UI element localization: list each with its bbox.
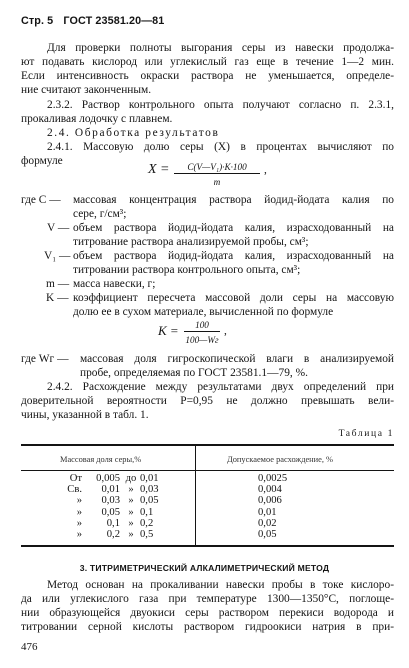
definition-text: массовая концентрация раствора йодид-йодата калия по: [73, 194, 394, 206]
tolerance-value: 0,004: [258, 484, 282, 496]
range-prefix: »: [76, 495, 82, 507]
paragraph-line: да или углекислого газа при температуре 1300—1350°С, поглоще-: [21, 593, 394, 605]
range-connector: »: [128, 495, 134, 507]
range-prefix: Св.: [67, 484, 82, 496]
table-rule-mid: [21, 470, 394, 471]
range-prefix: »: [76, 517, 82, 529]
definition-symbol: где Wг —: [21, 353, 69, 365]
definition-symbol: m —: [46, 278, 70, 290]
tolerance-value: 0,01: [258, 506, 277, 518]
range-to: 0,1: [140, 506, 154, 518]
range-prefix: »: [76, 529, 82, 540]
paragraph-line: Метод основан на прокаливании навески пробы в токе кислоро-: [47, 579, 394, 591]
fraction-bar: [174, 173, 260, 174]
formula-lhs: K =: [158, 323, 179, 338]
standard-number: ГОСТ 23581.20—81: [63, 15, 165, 27]
range-to: 0,5: [140, 529, 154, 540]
definition-text: титрование раствора анализируемой пробы, см³;: [73, 236, 309, 248]
paragraph-line: Для проверки полноты выгорания серы из навески продолжа-: [47, 42, 394, 54]
paragraph-line: ют подавать кислород или углекислый газ еще в течение 1—2 мин.: [21, 56, 394, 68]
formula-end: ,: [264, 164, 267, 176]
section-heading: 2.4. Обработка результатов: [47, 127, 220, 139]
definition-symbol: V —: [47, 222, 70, 234]
formula-end: ,: [224, 325, 227, 337]
tolerance-value: 0,0025: [258, 473, 288, 484]
paragraph-line: ние считают законченным.: [21, 84, 152, 96]
page-number: 476: [21, 641, 38, 653]
tolerance-value: 0,05: [258, 529, 277, 540]
paragraph-line: чины, указанной в табл. 1.: [21, 409, 149, 421]
page-label: Стр. 5: [21, 15, 54, 27]
section-heading: 3. ТИТРИМЕТРИЧЕСКИЙ АЛКАЛИМЕТРИЧЕСКИЙ МЕТОД: [79, 563, 330, 573]
definition-symbol: V₁ —: [44, 250, 71, 262]
running-header: [21, 14, 171, 28]
range-from: 0,01: [101, 484, 120, 496]
definition-text: титровании раствора контрольного опыта, см³;: [73, 264, 301, 276]
range-connector: »: [128, 506, 134, 518]
range-connector: »: [128, 484, 134, 496]
range-to: 0,01: [140, 473, 159, 484]
definition-text: массовая доля гигроскопической влаги в анализируемой: [80, 353, 394, 365]
formula-lhs: X =: [148, 162, 170, 177]
range-to: 0,2: [140, 517, 154, 529]
range-prefix: »: [76, 506, 82, 518]
definition-symbol: где C —: [21, 194, 61, 206]
formula-denominator: 100—Wг: [185, 335, 219, 345]
range-from: 0,1: [106, 517, 120, 529]
formula-numerator: 100: [195, 320, 209, 330]
definition-symbol: K —: [46, 292, 69, 304]
definition-text: пробе, определяемая по ГОСТ 23581.1—79, %.: [80, 367, 308, 379]
range-connector: до: [125, 473, 137, 484]
paragraph-line: титровании серной кислоты раствором гидроокиси натрия в при-: [21, 621, 394, 633]
tolerance-value: 0,006: [258, 495, 282, 507]
definition-text: масса навески, г;: [73, 278, 156, 290]
range-prefix: От: [69, 473, 82, 484]
range-connector: »: [128, 517, 134, 529]
paragraph-line: Если интенсивность окраски раствора не уменьшается, определе-: [21, 70, 394, 82]
paragraph-line: нии образующейся двуокиси серы раствором перекиси водорода и: [21, 607, 394, 619]
paragraph-line: формуле: [21, 155, 63, 167]
range-from: 0,03: [101, 495, 120, 507]
table-rule-bottom: [21, 545, 394, 547]
table-header: Допускаемое расхождение, %: [227, 455, 334, 464]
paragraph-line: прокаливая лодочку с плавнем.: [21, 113, 173, 125]
range-to: 0,05: [140, 495, 159, 507]
tolerance-value: 0,02: [258, 517, 277, 529]
table-header: Массовая доля серы,%: [60, 455, 142, 464]
definition-text: объем раствора йодид-йодата калия, израсходованный на: [73, 222, 394, 234]
table-column-separator: [195, 445, 196, 545]
range-from: 0,005: [96, 473, 120, 484]
paragraph-line: 2.4.1. Массовую долю серы (X) в процентах вычисляют по: [47, 141, 394, 153]
fraction-bar: [184, 331, 220, 332]
definition-text: коэффициент пересчета массовой доли серы на массовую: [73, 292, 394, 304]
range-from: 0,2: [106, 529, 120, 540]
range-to: 0,03: [140, 484, 159, 496]
paragraph-line: доверительной вероятности P=0,95 не должно превышать вели-: [21, 395, 394, 407]
definition-text: сере, г/см³;: [73, 208, 127, 220]
formula-denominator: m: [213, 177, 221, 187]
formula-numerator: C(V—V₁)·K·100: [187, 162, 247, 172]
table-rule-top: [21, 444, 394, 446]
paragraph-line: 2.4.2. Расхождение между результатами двух определений при: [47, 381, 394, 393]
range-from: 0,05: [101, 506, 120, 518]
range-connector: »: [128, 529, 134, 540]
table-caption: Таблица 1: [338, 428, 394, 439]
definition-text: долю ее в сухом материале, вычисленной по формуле: [73, 306, 334, 318]
definition-text: объем раствора йодид-йодата калия, израсходованный на: [73, 250, 394, 262]
paragraph-line: 2.3.2. Раствор контрольного опыта получают согласно п. 2.3.1,: [47, 99, 394, 111]
